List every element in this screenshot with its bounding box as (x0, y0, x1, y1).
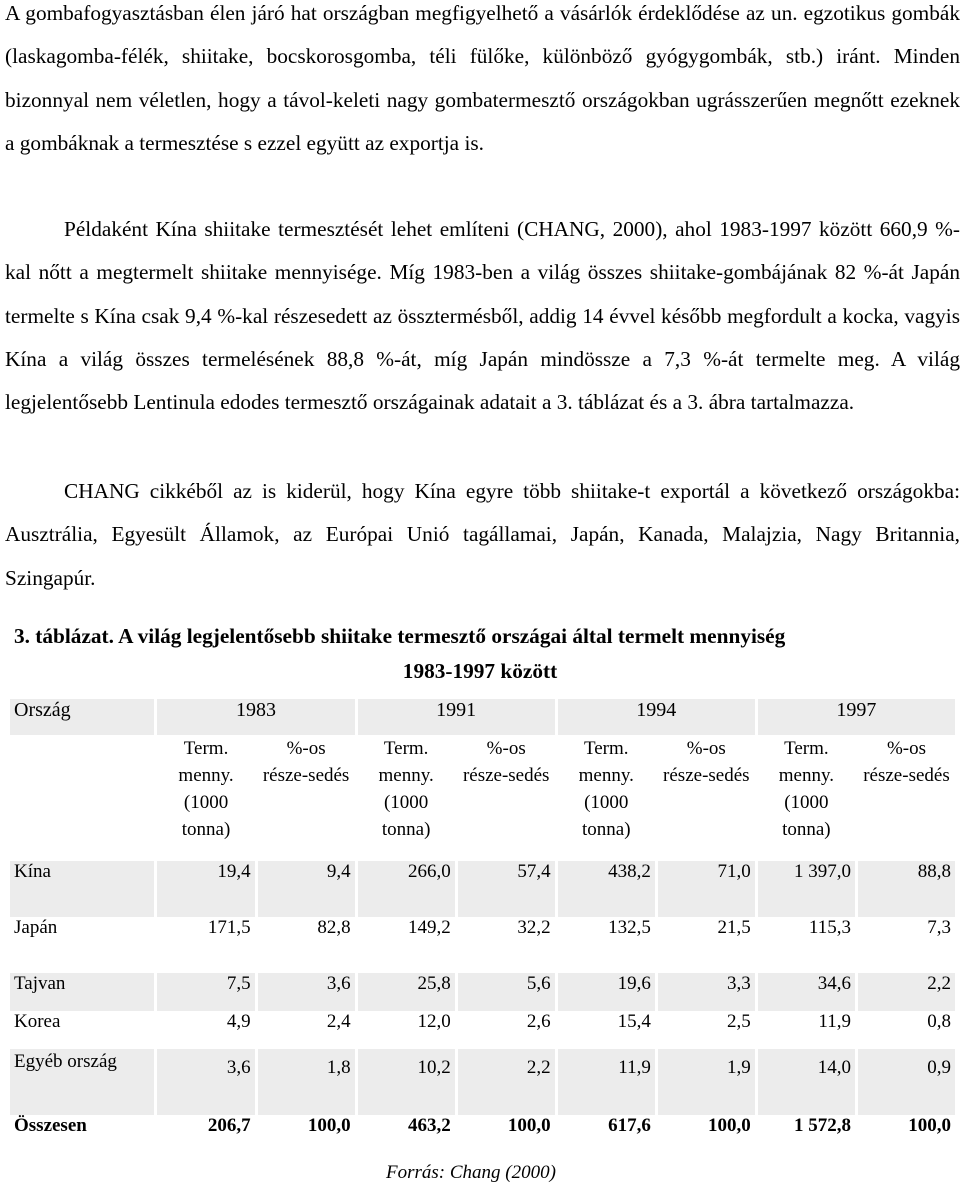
value-cell: 2,2 (458, 1049, 555, 1115)
country-cell: Egyéb ország (10, 1049, 154, 1115)
subheader-production: Term. menny. (1000 tonna) (578, 738, 634, 840)
value-cell: 12,0 (417, 1011, 451, 1032)
value-cell: 82,8 (317, 917, 351, 938)
table-caption-line-2: 1983-1997 között (402, 659, 558, 683)
value-cell: 14,0 (758, 1049, 855, 1115)
year-header-1983: 1983 (157, 699, 354, 735)
value-cell: 7,3 (927, 917, 951, 938)
paragraph-2: Példaként Kína shiitake termesztését lehet említeni (CHANG, 2000), ahol 1983-1997 között 660,9 %-kal nőtt a megtermelt shiitake mennyisége. Míg 1983-ben a világ összes shiitake-gombájának 82 %-át Japán termelte s Kína csak 9,4 %-kal részesedett az össztermésből, addig 14 évvel később megfordult a kocka, vagyis Kína a világ összes termelésének 88,8 %-át, míg Japán mindössze a 7,3 %-át termelte meg. A világ legjelentősebb Lentinula edodes termesztő országainak adatait a 3. táblázat és a 3. ábra tartalmazza. (5, 217, 960, 415)
value-cell: 115,3 (808, 917, 851, 938)
year-header-1991: 1991 (358, 699, 555, 735)
production-table (7, 699, 958, 1153)
country-cell: Kína (10, 861, 154, 917)
paragraph-3: CHANG cikkéből az is kiderül, hogy Kína egyre több shiitake-t exportál a következő országokba: Ausztrália, Egyesült Államok, az Európai Unió tagállamai, Japán, Kanada, Malajzia, Nagy Britannia, Szingapúr. (5, 479, 960, 590)
value-cell: 3,6 (258, 973, 355, 1011)
value-cell: 15,4 (617, 1011, 651, 1032)
value-cell: 1,9 (658, 1049, 755, 1115)
country-cell: Korea (14, 1011, 61, 1032)
value-cell: 171,5 (207, 917, 251, 938)
table-row-korea (10, 1011, 955, 1049)
paragraph-1: A gombafogyasztásban élen járó hat országban megfigyelhető a vásárlók érdeklődése az un. egzotikus gombák (laskagomba-félék, shiitake, bocskorosgomba, téli fülőke, különböző gyógygombák, stb.) iránt. Minden bizonnyal nem véletlen, hogy a távol-keleti nagy gombatermesztő országokban ugrásszerűen megnőtt ezeknek a gombáknak a termesztése s ezzel együtt az exportja is. (5, 1, 960, 155)
subheader-empty (10, 735, 154, 861)
value-cell: 0,8 (927, 1011, 951, 1032)
country-cell: Japán (14, 917, 58, 938)
subheader-production: Term. menny. (1000 tonna) (178, 738, 234, 840)
value-cell: 132,5 (608, 917, 651, 938)
value-cell: 9,4 (258, 861, 355, 917)
value-cell: 32,2 (517, 917, 551, 938)
subheader-share: %-os része-sedés (863, 738, 950, 786)
value-cell: 21,5 (717, 917, 751, 938)
value-cell: 2,4 (326, 1011, 351, 1032)
total-cell: 1 572,8 (793, 1115, 851, 1136)
value-cell: 11,9 (818, 1011, 851, 1032)
value-cell: 3,6 (157, 1049, 254, 1115)
year-header-1994: 1994 (558, 699, 755, 735)
value-cell: 7,5 (157, 973, 254, 1011)
total-cell: 100,0 (507, 1115, 551, 1136)
value-cell: 1,8 (258, 1049, 355, 1115)
table-row-japan (10, 917, 955, 973)
value-cell: 2,6 (526, 1011, 551, 1032)
value-cell: 19,6 (558, 973, 655, 1011)
table-subheader-row (10, 735, 955, 861)
value-cell: 0,9 (858, 1049, 955, 1115)
value-cell: 34,6 (758, 973, 855, 1011)
value-cell: 1 397,0 (758, 861, 855, 917)
table-row-other (10, 1049, 955, 1115)
table-row-china (10, 861, 955, 917)
table-caption (0, 619, 960, 689)
country-cell: Összesen (14, 1115, 87, 1136)
value-cell: 19,4 (157, 861, 254, 917)
value-cell: 57,4 (458, 861, 555, 917)
total-cell: 206,7 (207, 1115, 251, 1136)
value-cell: 25,8 (358, 973, 455, 1011)
total-cell: 100,0 (908, 1115, 951, 1136)
subheader-production: Term. menny. (1000 tonna) (778, 738, 834, 840)
subheader-share: %-os része-sedés (262, 738, 350, 786)
total-cell: 617,6 (608, 1115, 651, 1136)
total-cell: 100,0 (708, 1115, 751, 1136)
value-cell: 149,2 (407, 917, 451, 938)
value-cell: 71,0 (658, 861, 755, 917)
subheader-share: %-os része-sedés (663, 738, 750, 786)
value-cell: 10,2 (358, 1049, 455, 1115)
value-cell: 88,8 (858, 861, 955, 917)
subheader-share: %-os része-sedés (462, 738, 550, 786)
value-cell: 3,3 (658, 973, 755, 1011)
table-row-total (10, 1115, 955, 1153)
year-header-1997: 1997 (758, 699, 955, 735)
value-cell: 438,2 (558, 861, 655, 917)
subheader-production: Term. menny. (1000 tonna) (378, 738, 434, 840)
source-note: Forrás: Chang (2000) (386, 1162, 556, 1183)
value-cell: 266,0 (358, 861, 455, 917)
table-header-row (10, 699, 955, 735)
table-caption-line-1: 3. táblázat. A világ legjelentősebb shiitake termesztő országai által termelt mennyiség (14, 624, 786, 648)
total-cell: 463,2 (407, 1115, 451, 1136)
value-cell: 2,5 (727, 1011, 751, 1032)
value-cell: 2,2 (858, 973, 955, 1011)
country-cell: Tajvan (10, 973, 154, 1011)
value-cell: 11,9 (558, 1049, 655, 1115)
value-cell: 5,6 (458, 973, 555, 1011)
table-row-taiwan (10, 973, 955, 1011)
total-cell: 100,0 (307, 1115, 351, 1136)
value-cell: 4,9 (226, 1011, 251, 1032)
country-header: Ország (10, 699, 154, 735)
